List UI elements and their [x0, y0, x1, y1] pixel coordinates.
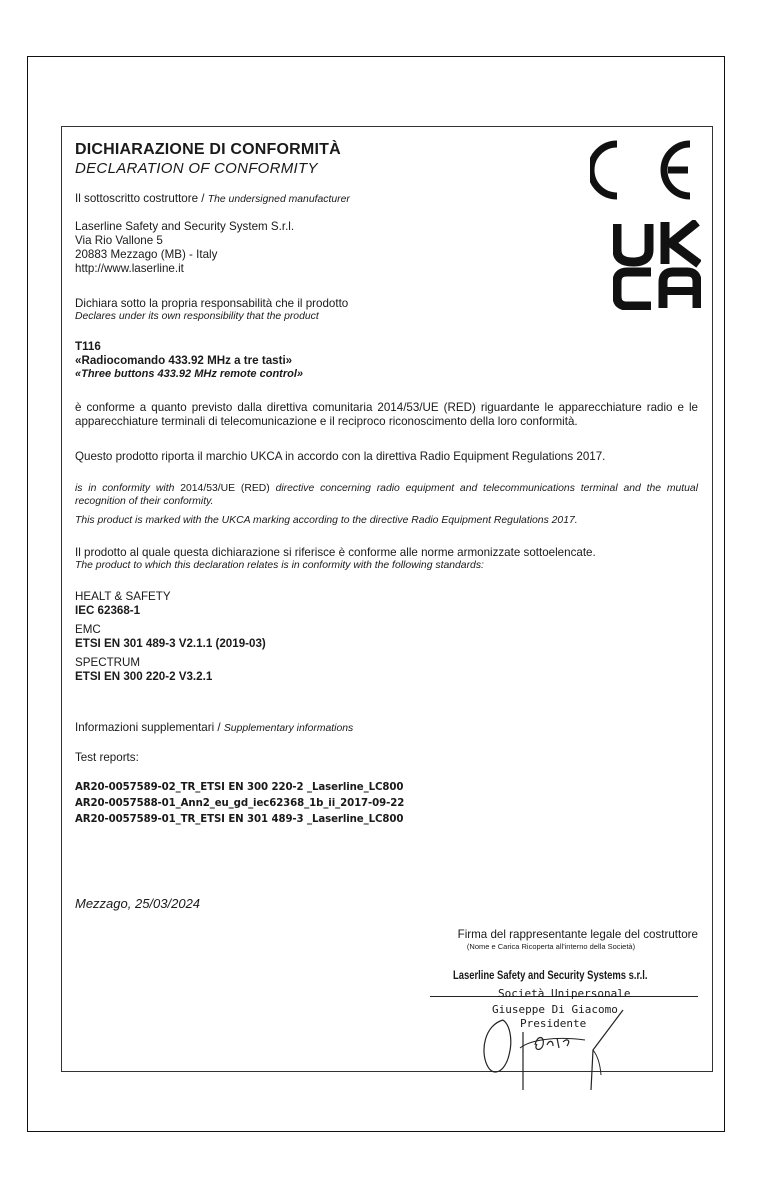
- stamp-type: Società Unipersonale: [498, 987, 631, 1000]
- standards-intro-it: Il prodotto al quale questa dichiarazione si riferisce è conforme alle norme armonizzate sottoelencate.: [75, 546, 596, 559]
- signature-heading: Firma del rappresentante legale del costruttore: [457, 928, 698, 941]
- manufacturer-website: http://www.laserline.it: [75, 262, 184, 275]
- conformity-text-en: is in conformity with 2014/53/UE (RED) directive concerning radio equipment and telecommunications terminal and the mutual recognition of their conformity.: [75, 483, 699, 507]
- place-date: Mezzago, 25/03/2024: [75, 896, 201, 911]
- declares-it: Dichiara sotto la propria responsabilità che il prodotto: [75, 297, 349, 310]
- declares-en: Declares under its own responsibility that the product: [75, 311, 319, 322]
- standard-category: EMC: [75, 623, 101, 636]
- manufacturer-name: Laserline Safety and Security System S.r.l.: [75, 220, 295, 233]
- manufacturer-address: [75, 220, 294, 276]
- manufacturer-city: 20883 Mezzago (MB) - Italy: [75, 248, 218, 261]
- standard-category: SPECTRUM: [75, 656, 141, 669]
- test-report-item: AR20-0057589-01_TR_ETSI EN 301 489-3 _Laserline_LC800: [75, 814, 404, 825]
- supplementary-info: Informazioni supplementari / Supplementary informations: [75, 721, 354, 734]
- test-reports-label: Test reports:: [75, 751, 139, 764]
- product-name-it: «Radiocomando 433.92 MHz a tre tasti»: [75, 354, 293, 367]
- standards-intro-en: The product to which this declaration relates is in conformity with the following standards:: [75, 560, 484, 571]
- test-report-item: AR20-0057589-02_TR_ETSI EN 300 220-2 _Laserline_LC800: [75, 782, 404, 793]
- standard-norm: ETSI EN 300 220-2 V3.2.1: [75, 670, 213, 683]
- standard-norm: ETSI EN 301 489-3 V2.1.1 (2019-03): [75, 637, 266, 650]
- test-reports-list: [75, 780, 404, 828]
- ukca-text-it: Questo prodotto riporta il marchio UKCA in accordo con la direttiva Radio Equipment Regulations 2017.: [75, 450, 606, 463]
- document-subtitle: DECLARATION OF CONFORMITY: [75, 160, 318, 177]
- test-report-item: AR20-0057588-01_Ann2_eu_gd_iec62368_1b_ii_2017-09-22: [75, 798, 405, 809]
- standard-category: HEALT & SAFETY: [75, 590, 171, 603]
- handwritten-signature: [475, 1000, 635, 1090]
- signer-role: Presidente: [520, 1017, 587, 1030]
- product-code: T116: [75, 340, 101, 353]
- document-title: DICHIARAZIONE DI CONFORMITÀ: [75, 141, 341, 158]
- ce-mark-icon: [590, 140, 698, 200]
- signature-subheading: (Nome e Carica Ricoperta all'interno della Società): [466, 942, 636, 951]
- standard-norm: IEC 62368-1: [75, 604, 141, 617]
- ukca-text-en: This product is marked with the UKCA marking according to the directive Radio Equipment Regulations 2017.: [75, 515, 578, 526]
- manufacturer-street: Via Rio Vallone 5: [75, 234, 163, 247]
- product-name-en: «Three buttons 433.92 MHz remote control»: [75, 368, 303, 380]
- ukca-mark-icon: [613, 220, 701, 310]
- standards-list: [75, 590, 266, 684]
- stamp-company: Laserline Safety and Security Systems s.r.l.: [453, 970, 648, 982]
- manufacturer-intro: Il sottoscritto costruttore / The undersigned manufacturer: [75, 192, 350, 205]
- conformity-text-it: è conforme a quanto previsto dalla direttiva comunitaria 2014/53/UE (RED) riguardante le apparecchiature radio e le apparecchiature terminali di telecomunicazione e il reciproco riconoscimento della loro conformità.: [75, 401, 698, 428]
- signer-name: Giuseppe Di Giacomo: [492, 1003, 618, 1016]
